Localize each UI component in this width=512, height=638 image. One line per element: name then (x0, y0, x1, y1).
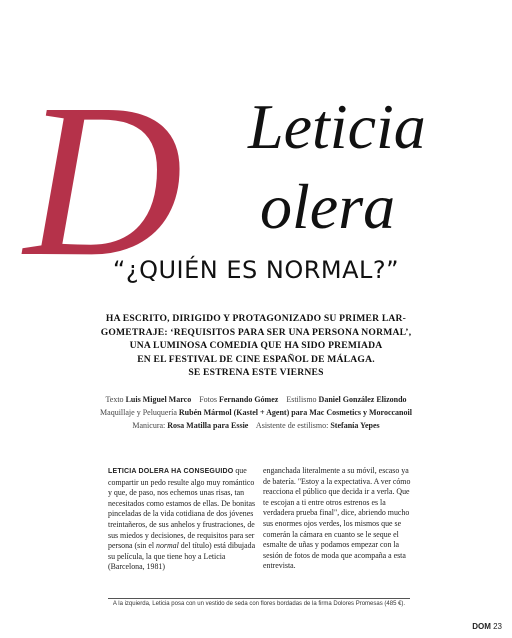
page-folio (472, 622, 502, 631)
deck-line: SE ESTRENA ESTE VIERNES (188, 367, 324, 378)
deck-line: EN EL FESTIVAL DE CINE ESPAÑOL DE MÁLAGA. (137, 353, 375, 365)
credit-manicure-value: Rosa Matilla para Essie (167, 421, 249, 430)
lead-in: LETICIA DOLERA HA CONSEGUIDO (108, 468, 234, 475)
page-number: 23 (493, 622, 502, 631)
title-last-name: olera (260, 171, 396, 242)
credit-assistant-value: Stefanía Yepes (330, 421, 380, 430)
credits-line-3 (20, 419, 492, 432)
credit-makeup-value: Rubén Mármol (Kastel + Agent) para Mac Cosmetics y Moroccanoil (178, 408, 412, 417)
body-column-1 (108, 466, 258, 573)
credit-photo-value: Fernando Gómez (218, 395, 279, 404)
title-first-name: Leticia (248, 91, 426, 162)
credit-makeup-label: Maquillaje y Peluquería (100, 408, 177, 417)
credit-assistant-label: Asistente de estilismo: (255, 421, 329, 430)
deck (90, 312, 422, 380)
deck-line: HA ESCRITO, DIRIGIDO Y PROTAGONIZADO SU PRIMER LAR- (105, 313, 407, 324)
credits (20, 393, 492, 432)
headline-quote: “¿QUIÉN ES NORMAL?” (112, 256, 400, 284)
body-column-2: enganchada literalmente a su móvil, escaso ya de batería. "Estoy a la expectativa. A ver cómo reacciona el público que decida ir a verla. Que te escojan a ti entre otros estrenos es la verdadera prueba final", dice, abriendo mucho sus enormes ojos verdes, los mismos que se comerán la cámara en cuanto se le seque el esmalte de uñas y podamos empezar con la sesión de fotos de moda que acompaña a esta entrevista. (263, 466, 411, 571)
body-text: que compartir un pedo resulte algo muy romántico y que, de paso, nos echemos unas risas, tan necesitados como estamos de ellas. De bonitas pinceladas de la vida cotidiana de dos jóvenes treintañeros, de sus anhelos y frustraciones, de sus miedos y decisiones, de requisitos para ser persona (sin el (108, 466, 256, 551)
credit-manicure-label: Manicura: (132, 421, 166, 430)
credit-photo-label: Fotos (199, 395, 217, 404)
credit-styling-value: Daniel González Elizondo (318, 395, 407, 404)
title-initial-d: D (24, 58, 179, 302)
body-italic: normal (156, 541, 179, 551)
caption-rule (108, 598, 410, 599)
credits-line-2 (20, 406, 492, 419)
credit-text-label: Texto (105, 395, 124, 404)
magazine-name: DOM (472, 622, 491, 631)
credit-text-value: Luis Miguel Marco (125, 395, 192, 404)
credit-styling-label: Estilismo (286, 395, 317, 404)
body-text: del título) está dibujada su película, la que tiene hoy a Leticia (Barcelona, 1981) (108, 541, 256, 572)
credits-line-1 (20, 393, 492, 406)
deck-line: GOMETRAJE: ‘REQUISITOS PARA SER UNA PERSONA NORMAL’, (100, 326, 412, 338)
deck-line: UNA LUMINOSA COMEDIA QUE HA SIDO PREMIADA (129, 340, 383, 351)
photo-caption: A la izquierda, Leticia posa con un vestido de seda con flores bordadas de la firma Dolores Promesas (485 €). (112, 601, 406, 607)
